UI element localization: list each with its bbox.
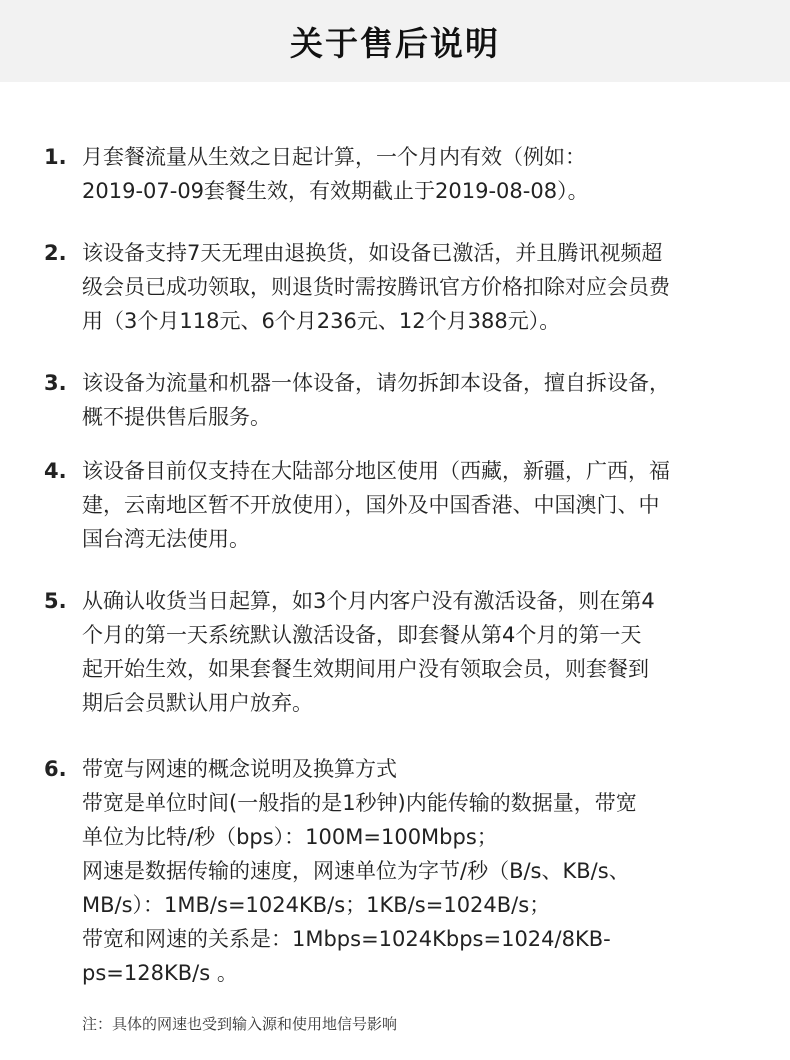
text-line: 建，云南地区暂不开放使用），国外及中国香港、中国澳门、中 <box>82 493 660 517</box>
text-line: 从确认收货当日起算，如3个月内客户没有激活设备，则在第4 <box>82 589 655 613</box>
text-line: 带宽是单位时间(一般指的是1秒钟)内能传输的数据量，带宽 <box>82 791 637 815</box>
text-line: 单位为比特/秒（bps）：100M=100Mbps； <box>82 825 498 849</box>
page-header <box>0 0 790 82</box>
text-line: 月套餐流量从生效之日起计算，一个月内有效（例如： <box>82 145 586 169</box>
item-number: 1. <box>44 145 67 169</box>
text-line: 带宽和网速的关系是：1Mbps=1024Kbps=1024/8KB- <box>82 927 611 951</box>
item-text <box>82 584 742 720</box>
text-line: ps=128KB/s 。 <box>82 961 238 985</box>
text-line: 带宽与网速的概念说明及换算方式 <box>82 757 397 781</box>
text-line: MB/s）：1MB/s=1024KB/s；1KB/s=1024B/s； <box>82 893 551 917</box>
text-line: 网速是数据传输的速度，网速单位为字节/秒（B/s、KB/s、 <box>82 859 630 883</box>
text-line: 用（3个月118元、6个月236元、12个月388元）。 <box>82 309 561 333</box>
text-line: 该设备为流量和机器一体设备，请勿拆卸本设备，擅自拆设备， <box>82 371 670 395</box>
item-number: 4. <box>44 459 67 483</box>
text-line: 概不提供售后服务。 <box>82 405 271 429</box>
item-number: 6. <box>44 757 67 781</box>
footnote: 注：具体的网速也受到输入源和使用地信号影响 <box>82 1015 398 1033</box>
text-line: 该设备目前仅支持在大陆部分地区使用（西藏，新疆，广西，福 <box>82 459 670 483</box>
item-text <box>82 454 742 556</box>
item-text <box>82 752 742 990</box>
text-line: 个月的第一天系统默认激活设备，即套餐从第4个月的第一天 <box>82 623 642 647</box>
item-number: 2. <box>44 241 67 265</box>
item-text <box>82 236 742 338</box>
item-text <box>82 366 742 434</box>
text-line: 起开始生效，如果套餐生效期间用户没有领取会员，则套餐到 <box>82 657 649 681</box>
item-number: 3. <box>44 371 67 395</box>
item-number: 5. <box>44 589 67 613</box>
item-text <box>82 140 742 208</box>
text-line: 该设备支持7天无理由退换货，如设备已激活，并且腾讯视频超 <box>82 241 663 265</box>
text-line: 国台湾无法使用。 <box>82 527 250 551</box>
page-title: 关于售后说明 <box>290 23 500 63</box>
text-line: 级会员已成功领取，则退货时需按腾讯官方价格扣除对应会员费 <box>82 275 670 299</box>
text-line: 期后会员默认用户放弃。 <box>82 691 313 715</box>
text-line: 2019-07-09套餐生效，有效期截止于2019-08-08）。 <box>82 179 589 203</box>
